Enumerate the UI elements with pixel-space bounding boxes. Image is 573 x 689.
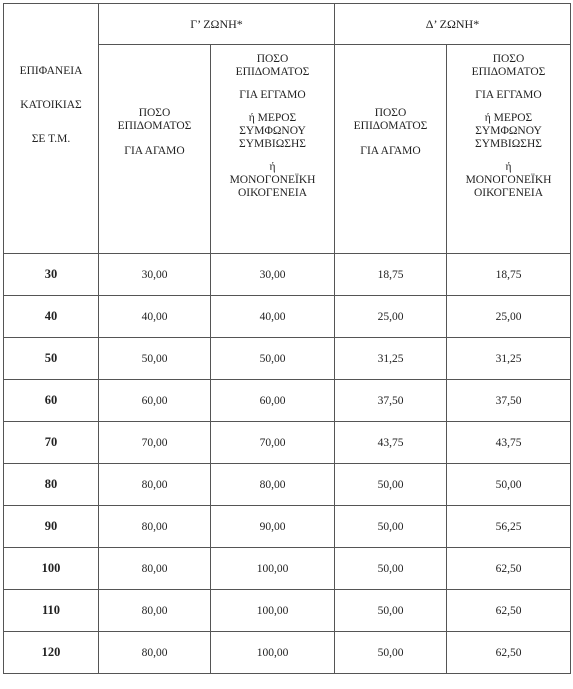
zone-d-married-cell: 62,50 [447, 590, 571, 632]
header-line: ΣΥΜΒΙΩΣΗΣ [475, 138, 542, 150]
area-cell: 80 [4, 464, 99, 506]
zone-c-single-cell: 80,00 [99, 548, 211, 590]
header-line: ΓΙΑ ΑΓΑΜΟ [124, 145, 185, 157]
header-line: ΓΙΑ ΑΓΑΜΟ [360, 145, 421, 157]
table-row [4, 338, 571, 380]
header-line: ΣΥΜΦΩΝΟΥ [239, 125, 306, 137]
zone-d-single-header [335, 45, 447, 254]
table-row [4, 506, 571, 548]
header-line: ΣΥΜΦΩΝΟΥ [475, 125, 542, 137]
table-row [4, 422, 571, 464]
table-row [4, 296, 571, 338]
table-row [4, 632, 571, 674]
area-cell: 100 [4, 548, 99, 590]
zone-d-single-cell: 50,00 [335, 506, 447, 548]
zone-d-single-cell: 50,00 [335, 548, 447, 590]
zone-d-single-cell: 50,00 [335, 590, 447, 632]
zone-c-single-cell: 80,00 [99, 464, 211, 506]
zone-d-married-cell: 50,00 [447, 464, 571, 506]
zone-c-single-cell: 60,00 [99, 380, 211, 422]
header-line: ΓΙΑ ΕΓΓΑΜΟ [475, 89, 542, 101]
header-line: ΟΙΚΟΓΕΝΕΙΑ [473, 187, 544, 199]
header-line: ΣΥΜΒΙΩΣΗΣ [239, 138, 306, 150]
zone-d-married-cell: 62,50 [447, 632, 571, 674]
zone-c-married-cell: 40,00 [211, 296, 335, 338]
header-line: ΕΠΙΔΟΜΑΤΟΣ [353, 120, 428, 132]
zone-d-married-cell: 18,75 [447, 254, 571, 296]
zone-c-single-cell: 80,00 [99, 632, 211, 674]
zone-c-header: Γ’ ΖΩΝΗ* [99, 4, 335, 45]
table-row [4, 590, 571, 632]
area-header-line: ΕΠΙΦΑΝΕΙΑ [19, 65, 83, 77]
zone-c-married-cell: 80,00 [211, 464, 335, 506]
zone-d-single-cell: 31,25 [335, 338, 447, 380]
zone-c-single-cell: 80,00 [99, 590, 211, 632]
zone-d-married-cell: 31,25 [447, 338, 571, 380]
table-row [4, 464, 571, 506]
zone-d-single-cell: 25,00 [335, 296, 447, 338]
area-cell: 50 [4, 338, 99, 380]
header-line: ΕΠΙΔΟΜΑΤΟΣ [235, 66, 310, 78]
table-row [4, 254, 571, 296]
area-header [4, 4, 99, 254]
allowance-table [3, 3, 571, 674]
area-cell: 40 [4, 296, 99, 338]
header-line: ή [505, 161, 512, 173]
zone-c-single-cell: 80,00 [99, 506, 211, 548]
area-header-line: ΣΕ Τ.Μ. [31, 133, 71, 145]
zone-d-married-cell: 37,50 [447, 380, 571, 422]
table-row [4, 380, 571, 422]
area-cell: 60 [4, 380, 99, 422]
area-cell: 30 [4, 254, 99, 296]
header-line: ΕΠΙΔΟΜΑΤΟΣ [471, 66, 546, 78]
zone-c-single-cell: 40,00 [99, 296, 211, 338]
zone-c-single-cell: 70,00 [99, 422, 211, 464]
header-line: ΠΟΣΟ [256, 53, 289, 65]
zone-d-header: Δ’ ΖΩΝΗ* [335, 4, 571, 45]
zone-d-married-header [447, 45, 571, 254]
header-line: ΠΟΣΟ [492, 53, 525, 65]
header-line: ΕΠΙΔΟΜΑΤΟΣ [117, 120, 192, 132]
area-cell: 90 [4, 506, 99, 548]
area-cell: 70 [4, 422, 99, 464]
zone-d-single-cell: 18,75 [335, 254, 447, 296]
header-line: ΜΟΝΟΓΟΝΕΪΚΗ [465, 174, 552, 186]
zone-d-married-cell: 25,00 [447, 296, 571, 338]
table-row [4, 548, 571, 590]
header-line: ΠΟΣΟ [374, 107, 407, 119]
zone-c-married-cell: 100,00 [211, 548, 335, 590]
zone-c-married-cell: 60,00 [211, 380, 335, 422]
zone-c-single-header [99, 45, 211, 254]
header-line: ΠΟΣΟ [138, 107, 171, 119]
zone-c-single-cell: 30,00 [99, 254, 211, 296]
zone-d-married-cell: 56,25 [447, 506, 571, 548]
header-line: ή ΜΕΡΟΣ [248, 112, 297, 124]
zone-d-single-cell: 50,00 [335, 464, 447, 506]
zone-c-married-cell: 70,00 [211, 422, 335, 464]
zone-c-married-cell: 100,00 [211, 590, 335, 632]
area-header-line: ΚΑΤΟΙΚΙΑΣ [20, 99, 82, 111]
zone-c-married-cell: 100,00 [211, 632, 335, 674]
zone-d-single-cell: 50,00 [335, 632, 447, 674]
header-line: ΓΙΑ ΕΓΓΑΜΟ [239, 89, 306, 101]
zone-c-married-cell: 90,00 [211, 506, 335, 548]
zone-d-single-cell: 37,50 [335, 380, 447, 422]
header-line: ΜΟΝΟΓΟΝΕΪΚΗ [229, 174, 316, 186]
zone-c-married-header [211, 45, 335, 254]
header-line: ΟΙΚΟΓΕΝΕΙΑ [237, 187, 308, 199]
zone-c-single-cell: 50,00 [99, 338, 211, 380]
header-line: ή ΜΕΡΟΣ [484, 112, 533, 124]
zone-c-married-cell: 50,00 [211, 338, 335, 380]
zone-d-married-cell: 43,75 [447, 422, 571, 464]
zone-c-married-cell: 30,00 [211, 254, 335, 296]
zone-d-married-cell: 62,50 [447, 548, 571, 590]
area-cell: 110 [4, 590, 99, 632]
zone-d-single-cell: 43,75 [335, 422, 447, 464]
area-cell: 120 [4, 632, 99, 674]
header-line: ή [269, 161, 276, 173]
